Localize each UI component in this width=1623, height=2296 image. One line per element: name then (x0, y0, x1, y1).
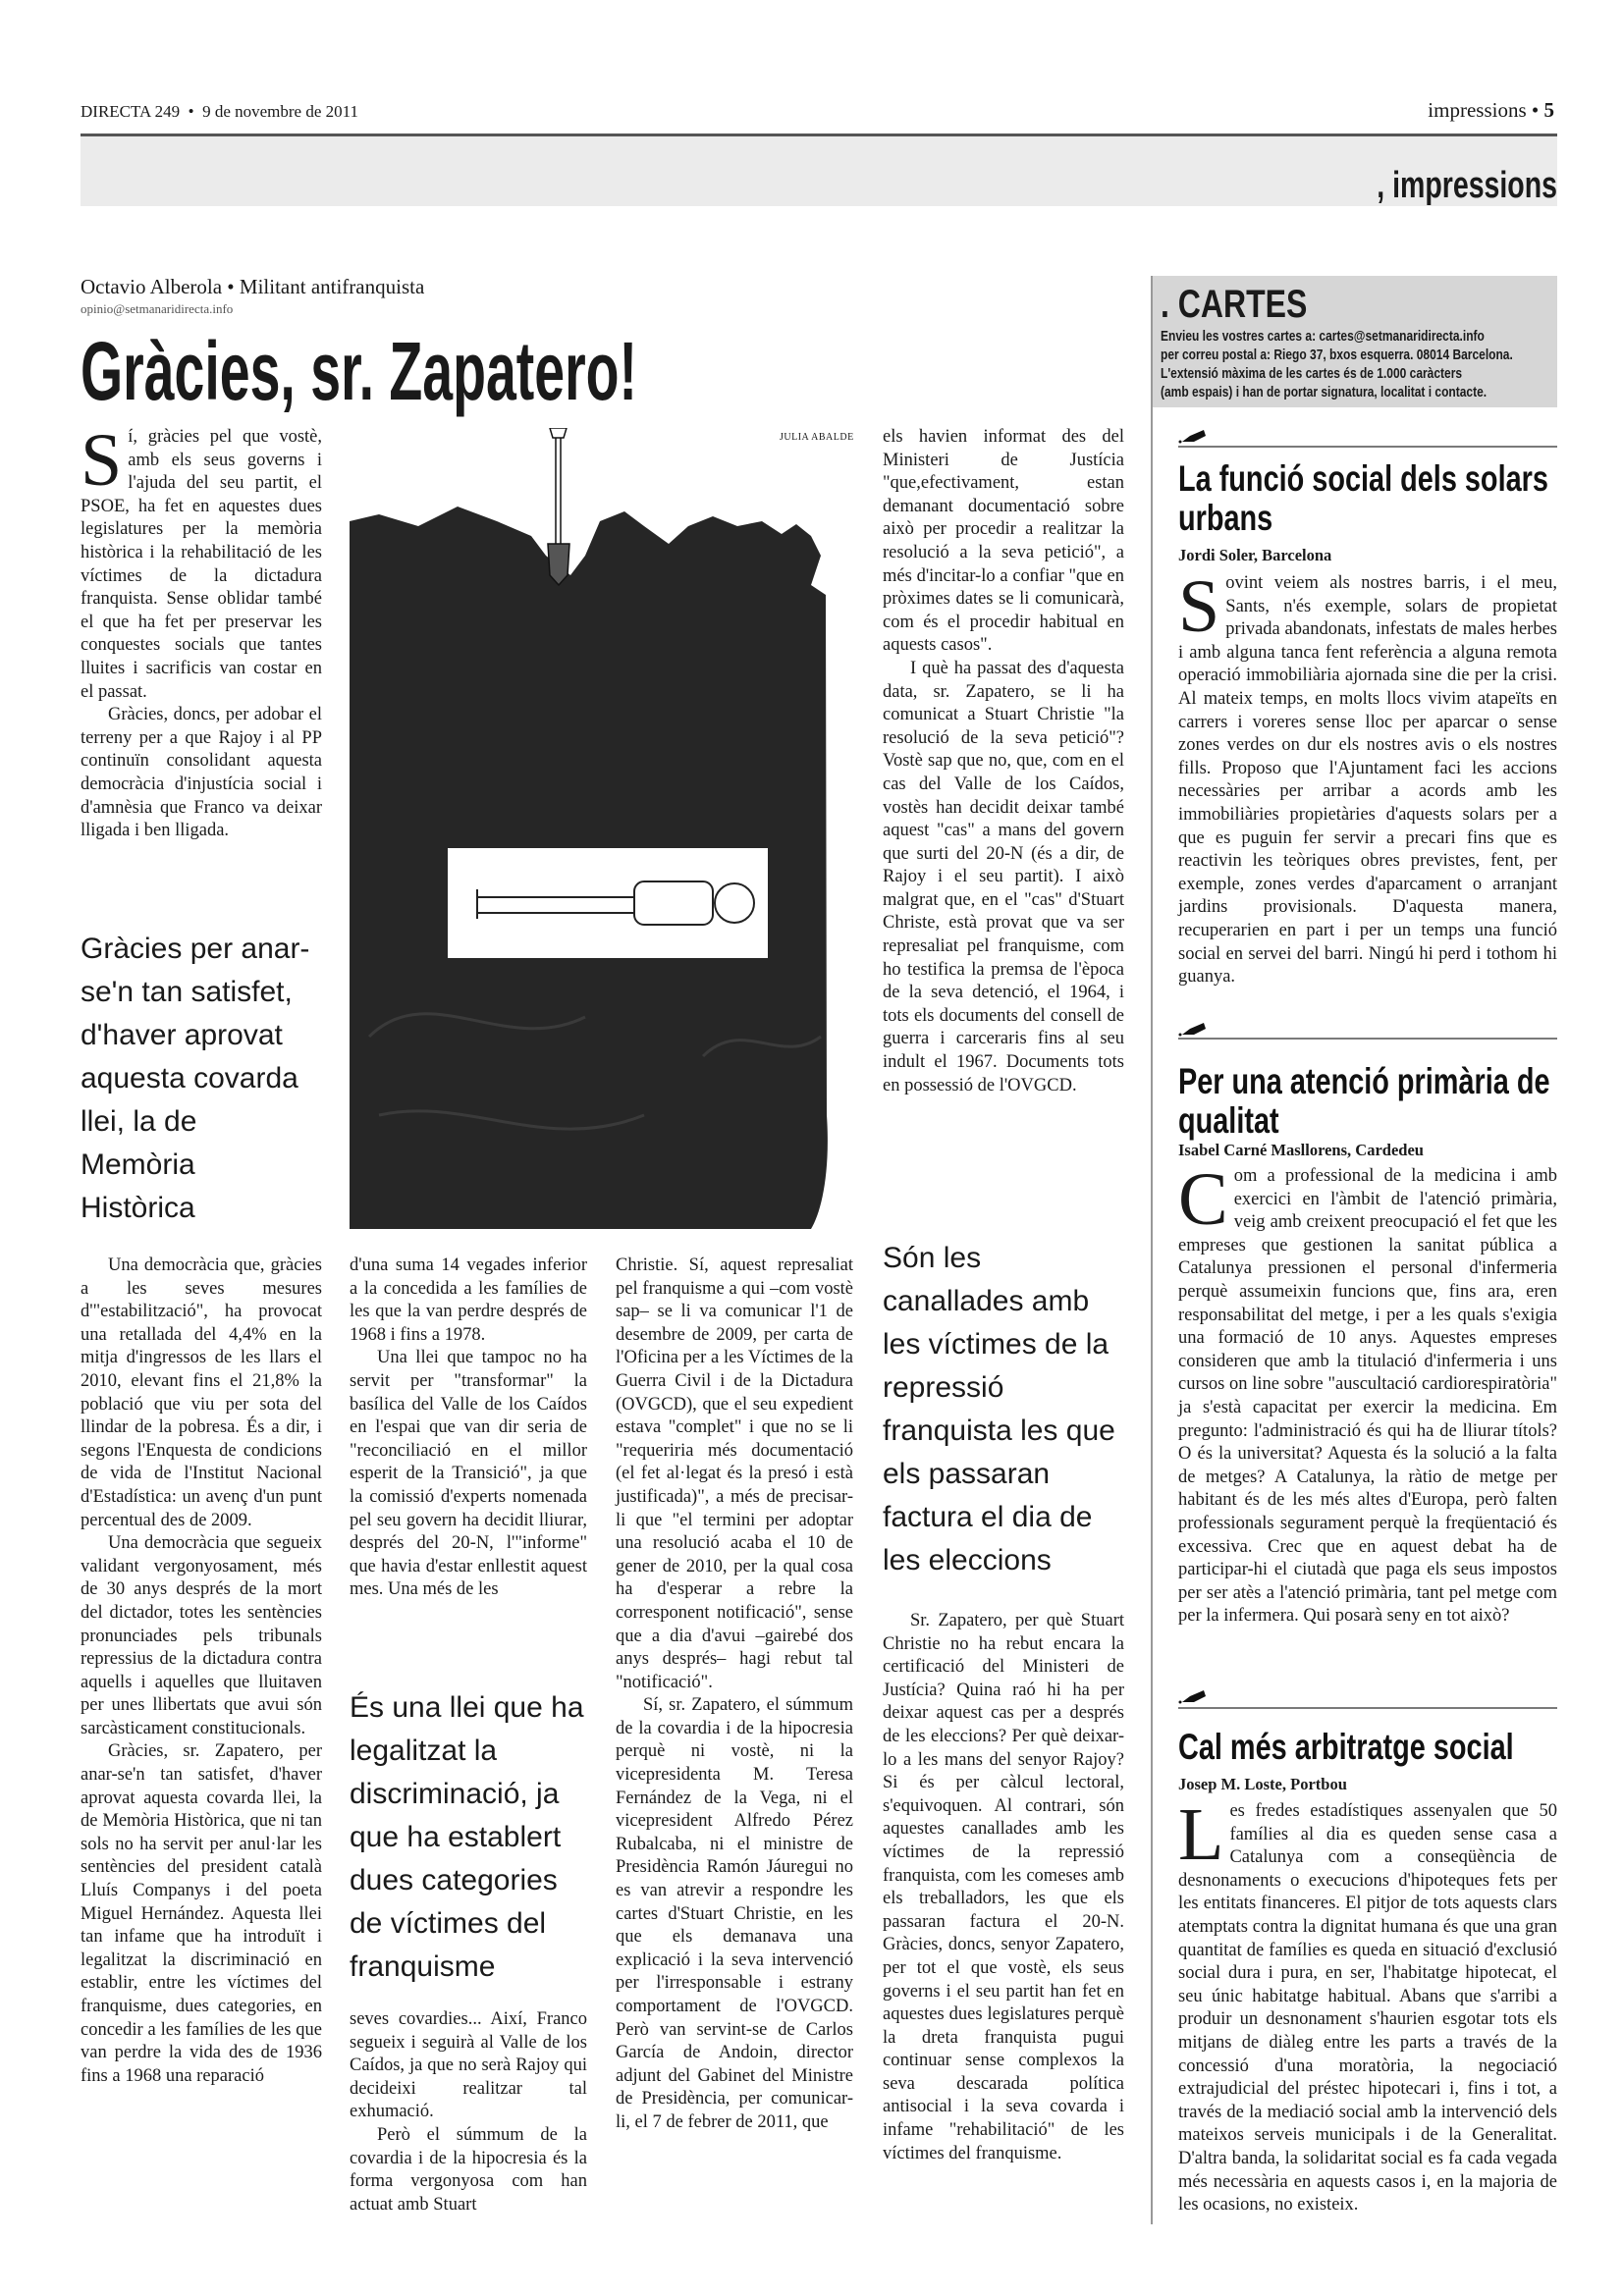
author-name: Octavio Alberola (81, 275, 223, 298)
paragraph: Una democràcia que, gràcies a les seves mesures d'"estabilització", ha provocat una retallada del 4,4% en la mitja d'ingressos de les llars el 2010, elevant fins el 21,8% la població que viu per sota del llindar de la pobresa. És a dir, i segons l'Enquesta de condicions de vida de l'Institut Nacional d'Estadística: un avenç d'un punt percentual des de 2009. (81, 1255, 322, 1530)
paragraph: Una democràcia que segueix validant vergonyosament, més de 30 anys després de la mort del dictador, totes les sentències pronunciades pels tribunals repressius de la dictadura contra aquells i aquelles que lluitaven per unes llibertats que avui són sarcàsticament constitucionals. (81, 1533, 322, 1738)
paragraph: í, gràcies pel que vostè, amb els seus governs i l'ajuda del seu partit, el PSOE, ha fet en aquestes dues legislatures per la memòria històrica i la rehabilitació de les víctimes de la dictadura franquista. Sense oblidar també el que ha fet per preservar les conquestes socials que tantes lluites i sacrificis van costar en el passat. (81, 427, 322, 702)
byline (81, 275, 424, 299)
paragraph: I què ha passat des d'aquesta data, sr. Zapatero, se li ha comunicat a Stuart Christie "la resolució de la seva petició"? Vostè sap que no, que, com en el cas del Valle de los Caídos, vostès han decidit deixar també aquest "cas" a mans del govern que surti del 20-N (és a dir, de Rajoy i el seu partit). I això malgrat que, en el "cas" d'Stuart Christe, està provat que va ser represaliat pel franquisme, com ho testifica la premsa de l'època de la seva detenció, el 1964, i tots els documents del consell de guerra i carceraris fins al seu indult el 1967. Documents tots en possessió de l'OVGCD. (883, 658, 1124, 1095)
letter-body (1178, 1793, 1557, 2217)
separator: • (227, 275, 235, 298)
dropcap: S (1178, 565, 1220, 648)
info-line: per correu postal a: Riego 37, bxos esquerra. 08014 Barcelona. (1161, 347, 1513, 363)
info-line: L'extensió màxima de les cartes és de 1.000 caràcters (1161, 365, 1463, 382)
author-role: Militant antifranquista (239, 275, 425, 298)
pullquote: Són les canallades amb les víctimes de la repressió franquista les que els passaran factura el dia de les eleccions (883, 1242, 1115, 1576)
section-banner (81, 136, 1557, 206)
info-line: (amb espais) i han de portar signatura, localitat i contacte. (1161, 384, 1488, 400)
issue-date-line (81, 102, 358, 122)
paragraph: Christie. Sí, aquest represaliat pel franquisme a qui –com vostè sap– se li va comunicar l'1 de desembre de 2009, per carta de l'Oficina per a les Víctimes de la Guerra Civil i de la Dictadura (OVGCD), que el seu expedient estava "complet" i que no se li "requeriria més documentació (el fet al·legat és la presó i està justificada)", a més de precisar-li que "el termini per adoptar una resolució acaba el 10 de gener de 2010, per la qual cosa ha d'esperar a rebre la corresponent notificació", sense que a dia d'avui –gairebé dos anys després– hagi rebut tal "notificació". (616, 1255, 853, 1692)
illustration (350, 428, 856, 1229)
dropcap: C (1178, 1158, 1228, 1241)
issue-date: 9 de novembre de 2011 (202, 102, 359, 121)
issue-number: DIRECTA 249 (81, 102, 181, 121)
pullquote: És una llei que ha legalitzat la discriminació, ja que ha establert dues categories de víctimes del franquisme (350, 1691, 584, 1983)
pullquote: Gràcies per anar-se'n tan satisfet, d'haver aprovat aquesta covarda llei, la de Memòria Històrica (81, 933, 310, 1224)
paragraph: es fredes estadístiques assenyalen que 50 famílies al dia es queden sense casa a Catalunya com a conseqüència de desnonaments o execucions d'hipoteques fets per les entitats financeres. El pitjor de tots aquests clars atemptats contra la dignitat humana és que una gran quantitat de famílies es queda en situació d'exclusió social dura i pura, en ser, l'habitatge hipotecat, el seu únic habitatge habitual. Abans que s'arribi a produir un desnonament s'haurien esgotar tots els mitjans de diàleg entre les parts a través de la concessió d'una moratòria, la negociació extrajudicial del préstec hipotecari i, fins i tot, a través de la mediació social amb la intervenció dels mateixos serveis municipals i de la Generalitat. D'altra banda, la solidaritat social es fa cada vegada més necessària en aquests casos i, en la majoria de les ocasions, no existeix. (1178, 1801, 1557, 2216)
separator: • (1531, 98, 1540, 122)
letter-body (1178, 565, 1557, 989)
paragraph: Sí, sr. Zapatero, el súmmum de la covardia i de la hipocresia perquè ni vostè, ni la vicepresidenta M. Teresa Fernández de la Vega, ni el vicepresident Alfredo Pérez Rubalcaba, ni el ministre de Presidència Ramón Jáuregui no es van atrevir a respondre les cartes d'Stuart Christie, en les que els demanava una explicació i la seva intervenció per l'irresponsable i estrany comportament de l'OVGCD. Però van servint-se de Carlos García de Andoin, director adjunt del Gabinet del Ministre de Presidència, per comunicar-li, el 7 de febrer de 2011, que (616, 1695, 853, 2132)
page-number: 5 (1543, 98, 1554, 122)
article-column-3 (616, 1255, 853, 2135)
illustration-credit: JULIA ABALDE (780, 432, 854, 443)
separator: • (188, 102, 194, 121)
author-email[interactable]: opinio@setmanaridirecta.info (81, 301, 234, 316)
paragraph: seves covardies... Així, Franco segueix i seguirà al Valle de los Caídos, ja que no serà Rajoy qui decideixi realitzar tal exhumació. (350, 2009, 587, 2122)
cartes-box (1153, 276, 1557, 407)
pen-icon (1178, 428, 1208, 444)
article-title: Gràcies, sr. Zapatero! (81, 325, 637, 417)
shovel-icon (548, 428, 569, 585)
paragraph: Gràcies, sr. Zapatero, per anar-se'n tan satisfet, d'haver aprovat aquesta covarda llei, la de Memòria Històrica, que ni tan sols no ha servit per anul·lar les sentències del president català Lluís Companys i del poeta Miguel Hernández. Aquesta llei tan infame que ha introduït i legalitzat la discriminació en establir, entre les víctimes del franquisme, dues categories, en concedir a les famílies de les que van perdre la vida des de 1936 fins a 1968 una reparació (81, 1741, 322, 2086)
section-name: impressions (1428, 98, 1527, 122)
article-column-2-bottom (350, 2008, 587, 2216)
letter-author: Josep M. Loste, Portbou (1178, 1775, 1347, 1793)
article-column-1-top (81, 419, 322, 843)
letter-title: La funció social dels solars urbans (1178, 458, 1548, 538)
letter-author: Isabel Carné Masllorens, Cardedeu (1178, 1141, 1424, 1159)
sidebar-divider (1151, 276, 1153, 2224)
dropcap: S (81, 419, 123, 502)
paragraph: Però el súmmum de la covardia i de la hipocresia és la forma vergonyosa com han actuat amb Stuart (350, 2124, 587, 2215)
dropcap: L (1178, 1793, 1224, 1876)
article-column-1-bottom (81, 1255, 322, 2088)
pen-icon (1178, 1021, 1208, 1037)
paragraph: ovint veiem als nostres barris, i el meu, Sants, n'és exemple, solars de propietat privada abandonats, infestats de males herbes i amb alguna tanca fent referència a alguna remota operació immobiliària ajornada sine die per la crisi. Al mateix temps, en molts llocs vivim atapeïts en carrers i voreres sense lloc per aparcar o sense zones verdes on dur els nostres avis o els nostres fills. Proposo que l'Ajuntament faci les accions necessàries per arribar a acords amb les immobiliàries propietàries d'aquests solars per a que es puguin fer servir a precari fins que es reactivin les teòriques obres previstes, fent, per exemple, zones verdes d'aparcament o arranjant jardins provisionals. D'aquesta manera, recuperarien en part i per un temps una funció social en servei del barri. Ningú hi perd i tothom hi guanya. (1178, 573, 1557, 988)
cartes-title: . CARTES (1161, 283, 1308, 326)
paragraph: Sr. Zapatero, per què Stuart Christie no ha rebut encara la certificació del Ministeri de Justícia? Quina raó hi ha per deixar aquest cas per a després de les eleccions? Per què deixar-lo a les mans del senyor Rajoy? Si és per càlcul lectoral, s'equivoquen. Al contrari, són aquestes canallades amb les víctimes de la repressió franquista, com les comeses amb els treballadors, les que els passaran factura el 20-N. Gràcies, doncs, senyor Zapatero, per tot el que vostè, els seus governs i el seu partit han fet en aquestes dues legislatures perquè la dreta franquista pugui continuar sense complexos la seva descarada política antisocial i la seva covarda i infame "rehabilitació" de les víctimes del franquisme. (883, 1611, 1124, 2163)
paragraph: Una llei que tampoc no ha servit per "transformar" la basílica del Valle de los Caídos en l'espai que van dir seria de "reconciliació en el millor esperit de la Transició", ja que la comissió d'experts nomenada pel seu govern ha decidit lliurar, després del 20-N, l'"informe" que havia d'estar enllestit aquest mes. Una més de les (350, 1348, 587, 1600)
letter-author: Jordi Soler, Barcelona (1178, 546, 1332, 564)
paragraph: om a professional de la medicina i amb exercici en l'àmbit de l'atenció primària, veig amb creixent preocupació el fet que les empreses que gestionen la sanitat pública a Catalunya pressionen el personal d'infermeria perquè assumeixin funcions que, fins ara, eren responsabilitat del metge, i per a les quals s'exigia una formació de 10 anys. Aquestes empreses consideren que amb la titulació d'infermeria i uns cursos on line sobre "auscultació cardiorespiratòria" ja s'està capacitat per exercir la medicina. Em pregunto: l'administració és qui ha de lliurar títols? O és la universitat? Aquesta és la solució a la falta de metges? A Catalunya, la ràtio de metge per habitant és de les més altes d'Europa, però falten professionals segurament perquè la freqüentació és excessiva. Crec que en aquest debat ha de participar-hi el ciutadà que paga els seus impostos per ser atès a l'atenció primària, tant pel metge com per la infermera. Qui posarà seny en tot això? (1178, 1166, 1557, 1627)
cartes-info (1161, 327, 1553, 401)
article-column-2-top (350, 1255, 587, 1602)
letter-divider (1178, 1707, 1557, 1709)
article-column-4-top (883, 426, 1124, 1097)
pen-icon (1178, 1688, 1208, 1704)
paragraph: els havien informat des del Ministeri de Justícia "que,efectivament, estan demanant documentació sobre això per procedir a realitzar la resolució a la seva petició", a més d'incitar-lo a confiar "que en pròximes dates se li comunicarà, com és el procedir habitual en aquests casos". (883, 427, 1124, 656)
paragraph: Gràcies, doncs, per adobar el terreny per a que Rajoy i al PP continuïn consolidant aquesta democràcia d'injustícia social i d'amnèsia que Franco va deixar lligada i ben lligada. (81, 705, 322, 841)
coffin (448, 848, 768, 958)
article-column-4-bottom (883, 1610, 1124, 2165)
section-banner-title: , impressions (1377, 165, 1557, 206)
letter-divider (1178, 446, 1557, 448)
info-line: Envieu les vostres cartes a: cartes@setmanaridirecta.info (1161, 328, 1485, 345)
section-page (1428, 98, 1554, 123)
letter-body (1178, 1158, 1557, 1629)
paragraph: d'una suma 14 vegades inferior a la concedida a les famílies de les que la van perdre després de 1968 i fins a 1978. (350, 1255, 587, 1345)
letter-title: Per una atenció primària de qualitat (1178, 1061, 1550, 1141)
letter-title: Cal més arbitratge social (1178, 1727, 1514, 1767)
letter-divider (1178, 1038, 1557, 1040)
